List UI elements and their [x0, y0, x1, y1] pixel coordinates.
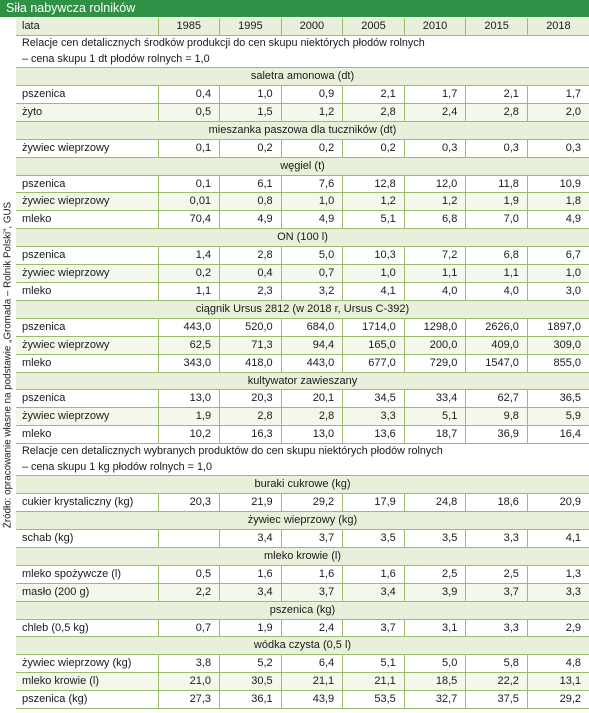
value-cell: 62,7: [466, 390, 528, 408]
value-cell: 5,1: [343, 655, 405, 673]
row-label: mleko: [16, 354, 158, 372]
value-cell: 6,1: [220, 175, 282, 193]
table-row: [16, 175, 589, 193]
value-cell: 70,4: [158, 211, 220, 229]
value-cell: 2,8: [281, 408, 343, 426]
section-note-line: – cena skupu 1 dt płodów rolnych = 1,0: [22, 52, 210, 65]
row-label: mleko: [16, 211, 158, 229]
value-cell: 1,5: [220, 103, 282, 121]
row-label: pszenica: [16, 175, 158, 193]
value-cell: 6,8: [466, 247, 528, 265]
table-title: Siła nabywcza rolników: [0, 0, 589, 17]
value-cell: 20,1: [281, 390, 343, 408]
value-cell: 10,2: [158, 426, 220, 444]
group-name: wódka czysta (0,5 l): [16, 637, 589, 655]
value-cell: 3,5: [343, 530, 405, 548]
value-cell: 1,8: [527, 193, 589, 211]
value-cell: 29,2: [527, 691, 589, 709]
value-cell: 24,8: [404, 494, 466, 512]
value-cell: 11,8: [466, 175, 528, 193]
section-note: [16, 444, 589, 476]
value-cell: 62,5: [158, 336, 220, 354]
value-cell: 0,9: [281, 86, 343, 104]
value-cell: 2,8: [343, 103, 405, 121]
value-cell: 2,4: [281, 619, 343, 637]
group-name: saletra amonowa (dt): [16, 68, 589, 86]
value-cell: 1,6: [343, 565, 405, 583]
table-row: [16, 103, 589, 121]
section-note-line: Relacje cen detalicznych środków produkcji do cen skupu niektórych płodów rolnych: [22, 36, 425, 49]
row-label: schab (kg): [16, 530, 158, 548]
row-label: pszenica (kg): [16, 691, 158, 709]
group-header-row: [16, 157, 589, 175]
value-cell: 4,0: [466, 282, 528, 300]
section-note-line: Relacje cen detalicznych wybranych produktów do cen skupu niektórych płodów rolnych: [22, 445, 443, 458]
value-cell: 17,9: [343, 494, 405, 512]
value-cell: 36,1: [220, 691, 282, 709]
value-cell: 1,4: [158, 247, 220, 265]
value-cell: 3,4: [220, 583, 282, 601]
table-row: [16, 139, 589, 157]
table-row: [16, 282, 589, 300]
value-cell: 0,4: [158, 86, 220, 104]
header-year: 2018: [527, 18, 589, 35]
value-cell: 3,1: [404, 619, 466, 637]
value-cell: 3,3: [527, 583, 589, 601]
group-header-row: [16, 637, 589, 655]
header-label: lata: [16, 18, 158, 35]
value-cell: 0,2: [158, 265, 220, 283]
value-cell: 9,8: [466, 408, 528, 426]
value-cell: 34,5: [343, 390, 405, 408]
table-row: [16, 336, 589, 354]
group-name: kultywator zawieszany: [16, 372, 589, 390]
table-row: [16, 265, 589, 283]
group-name: pszenica (kg): [16, 601, 589, 619]
value-cell: 3,5: [404, 530, 466, 548]
value-cell: 4,1: [527, 530, 589, 548]
row-label: pszenica: [16, 390, 158, 408]
value-cell: 418,0: [220, 354, 282, 372]
value-cell: 3,8: [158, 655, 220, 673]
value-cell: 0,3: [527, 139, 589, 157]
value-cell: 1,0: [281, 193, 343, 211]
value-cell: 18,6: [466, 494, 528, 512]
header-year: 1995: [220, 18, 282, 35]
value-cell: 71,3: [220, 336, 282, 354]
value-cell: 855,0: [527, 354, 589, 372]
value-cell: 5,1: [343, 211, 405, 229]
group-name: żywiec wieprzowy (kg): [16, 512, 589, 530]
value-cell: 200,0: [404, 336, 466, 354]
value-cell: [158, 530, 220, 548]
value-cell: 2,9: [527, 619, 589, 637]
value-cell: 0,3: [404, 139, 466, 157]
header-year: 1985: [158, 18, 220, 35]
value-cell: 0,1: [158, 139, 220, 157]
table-row: [16, 583, 589, 601]
value-cell: 0,7: [158, 619, 220, 637]
value-cell: 5,9: [527, 408, 589, 426]
value-cell: 30,5: [220, 673, 282, 691]
value-cell: 0,1: [158, 175, 220, 193]
group-header-row: [16, 476, 589, 494]
value-cell: 1,2: [281, 103, 343, 121]
value-cell: 1714,0: [343, 318, 405, 336]
value-cell: 1,1: [466, 265, 528, 283]
group-header-row: [16, 121, 589, 139]
value-cell: 1,9: [158, 408, 220, 426]
value-cell: 94,4: [281, 336, 343, 354]
group-name: ON (100 l): [16, 229, 589, 247]
value-cell: 0,8: [220, 193, 282, 211]
value-cell: 3,7: [281, 583, 343, 601]
table-row: [16, 318, 589, 336]
value-cell: 2,4: [404, 103, 466, 121]
value-cell: 1897,0: [527, 318, 589, 336]
value-cell: 21,1: [343, 673, 405, 691]
value-cell: 4,9: [527, 211, 589, 229]
header-row: [16, 18, 589, 35]
value-cell: 2,8: [220, 408, 282, 426]
value-cell: 2,8: [220, 247, 282, 265]
value-cell: 20,3: [158, 494, 220, 512]
table-row: [16, 565, 589, 583]
value-cell: 18,7: [404, 426, 466, 444]
table-row: [16, 673, 589, 691]
value-cell: 4,9: [220, 211, 282, 229]
group-name: węgiel (t): [16, 157, 589, 175]
value-cell: 18,5: [404, 673, 466, 691]
value-cell: 36,5: [527, 390, 589, 408]
table-row: [16, 408, 589, 426]
value-cell: 1,3: [527, 565, 589, 583]
value-cell: 7,0: [466, 211, 528, 229]
value-cell: 29,2: [281, 494, 343, 512]
row-label: żywiec wieprzowy: [16, 193, 158, 211]
value-cell: 10,3: [343, 247, 405, 265]
value-cell: 3,7: [343, 619, 405, 637]
header-year: 2015: [466, 18, 528, 35]
value-cell: 6,4: [281, 655, 343, 673]
table-row: [16, 426, 589, 444]
value-cell: 443,0: [281, 354, 343, 372]
row-label: pszenica: [16, 247, 158, 265]
section-note: [16, 35, 589, 67]
value-cell: 5,0: [281, 247, 343, 265]
value-cell: 53,5: [343, 691, 405, 709]
value-cell: 37,5: [466, 691, 528, 709]
value-cell: 27,3: [158, 691, 220, 709]
table-row: [16, 247, 589, 265]
value-cell: 22,2: [466, 673, 528, 691]
value-cell: 2,3: [220, 282, 282, 300]
value-cell: 3,3: [466, 530, 528, 548]
value-cell: 1,0: [527, 265, 589, 283]
source-note-container: [0, 17, 16, 713]
value-cell: 3,9: [404, 583, 466, 601]
value-cell: 20,3: [220, 390, 282, 408]
table-row: [16, 390, 589, 408]
table-row: [16, 494, 589, 512]
header-year: 2005: [343, 18, 405, 35]
row-label: masło (200 g): [16, 583, 158, 601]
value-cell: 1,2: [404, 193, 466, 211]
group-header-row: [16, 68, 589, 86]
header-year: 2000: [281, 18, 343, 35]
group-header-row: [16, 300, 589, 318]
table-row: [16, 211, 589, 229]
value-cell: 1298,0: [404, 318, 466, 336]
value-cell: 1,9: [220, 619, 282, 637]
value-cell: 443,0: [158, 318, 220, 336]
value-cell: 5,2: [220, 655, 282, 673]
source-note: Źródło: opracowanie własne na podstawie „Gromada – Rolnik Polski”, GUS: [2, 201, 14, 529]
purchasing-power-table: [16, 18, 589, 709]
value-cell: 5,8: [466, 655, 528, 673]
table-row: [16, 86, 589, 104]
row-label: mleko spożywcze (l): [16, 565, 158, 583]
value-cell: 10,9: [527, 175, 589, 193]
value-cell: 0,01: [158, 193, 220, 211]
row-label: żywiec wieprzowy: [16, 139, 158, 157]
row-label: żywiec wieprzowy: [16, 265, 158, 283]
value-cell: 3,0: [527, 282, 589, 300]
value-cell: 1,0: [220, 86, 282, 104]
value-cell: 13,0: [158, 390, 220, 408]
value-cell: 1,1: [404, 265, 466, 283]
table-row: [16, 354, 589, 372]
value-cell: 2,2: [158, 583, 220, 601]
value-cell: 729,0: [404, 354, 466, 372]
table-row: [16, 655, 589, 673]
row-label: żywiec wieprzowy: [16, 336, 158, 354]
value-cell: 3,7: [466, 583, 528, 601]
value-cell: 2,1: [466, 86, 528, 104]
table-body: [16, 35, 589, 708]
group-name: mieszanka paszowa dla tuczników (dt): [16, 121, 589, 139]
value-cell: 0,2: [281, 139, 343, 157]
row-label: pszenica: [16, 86, 158, 104]
value-cell: 4,0: [404, 282, 466, 300]
value-cell: 409,0: [466, 336, 528, 354]
value-cell: 4,8: [527, 655, 589, 673]
value-cell: 309,0: [527, 336, 589, 354]
value-cell: 0,7: [281, 265, 343, 283]
value-cell: 20,9: [527, 494, 589, 512]
value-cell: 2,5: [404, 565, 466, 583]
row-label: żyto: [16, 103, 158, 121]
value-cell: 32,7: [404, 691, 466, 709]
value-cell: 677,0: [343, 354, 405, 372]
value-cell: 1,1: [158, 282, 220, 300]
value-cell: 2,0: [527, 103, 589, 121]
value-cell: 7,6: [281, 175, 343, 193]
value-cell: 2,1: [343, 86, 405, 104]
value-cell: 13,0: [281, 426, 343, 444]
value-cell: 21,0: [158, 673, 220, 691]
row-label: żywiec wieprzowy: [16, 408, 158, 426]
value-cell: 3,4: [220, 530, 282, 548]
value-cell: 16,3: [220, 426, 282, 444]
group-header-row: [16, 601, 589, 619]
table-row: [16, 530, 589, 548]
value-cell: 5,1: [404, 408, 466, 426]
value-cell: 3,2: [281, 282, 343, 300]
row-label: mleko: [16, 282, 158, 300]
value-cell: 6,8: [404, 211, 466, 229]
value-cell: 2,5: [466, 565, 528, 583]
value-cell: 0,5: [158, 103, 220, 121]
value-cell: 3,3: [466, 619, 528, 637]
group-header-row: [16, 547, 589, 565]
value-cell: 12,8: [343, 175, 405, 193]
value-cell: 3,3: [343, 408, 405, 426]
value-cell: 21,1: [281, 673, 343, 691]
row-label: chleb (0,5 kg): [16, 619, 158, 637]
value-cell: 3,7: [281, 530, 343, 548]
group-name: ciągnik Ursus 2812 (w 2018 r, Ursus C-392): [16, 300, 589, 318]
group-name: buraki cukrowe (kg): [16, 476, 589, 494]
section-note-line: – cena skupu 1 kg płodów rolnych = 1,0: [22, 460, 212, 473]
row-label: mleko krowie (l): [16, 673, 158, 691]
value-cell: 13,1: [527, 673, 589, 691]
value-cell: 2626,0: [466, 318, 528, 336]
value-cell: 5,0: [404, 655, 466, 673]
value-cell: 7,2: [404, 247, 466, 265]
header-year: 2010: [404, 18, 466, 35]
value-cell: 0,3: [466, 139, 528, 157]
value-cell: 36,9: [466, 426, 528, 444]
group-name: mleko krowie (l): [16, 547, 589, 565]
value-cell: 165,0: [343, 336, 405, 354]
value-cell: 1547,0: [466, 354, 528, 372]
value-cell: 1,9: [466, 193, 528, 211]
value-cell: 21,9: [220, 494, 282, 512]
row-label: pszenica: [16, 318, 158, 336]
value-cell: 1,0: [343, 265, 405, 283]
value-cell: 4,1: [343, 282, 405, 300]
value-cell: 1,7: [527, 86, 589, 104]
value-cell: 12,0: [404, 175, 466, 193]
value-cell: 520,0: [220, 318, 282, 336]
value-cell: 0,2: [343, 139, 405, 157]
table-row: [16, 193, 589, 211]
value-cell: 4,9: [281, 211, 343, 229]
value-cell: 43,9: [281, 691, 343, 709]
value-cell: 1,6: [220, 565, 282, 583]
section-note-row: [16, 444, 589, 476]
row-label: żywiec wieprzowy (kg): [16, 655, 158, 673]
value-cell: 684,0: [281, 318, 343, 336]
value-cell: 0,2: [220, 139, 282, 157]
group-header-row: [16, 512, 589, 530]
value-cell: 0,5: [158, 565, 220, 583]
value-cell: 3,4: [343, 583, 405, 601]
value-cell: 6,7: [527, 247, 589, 265]
row-label: mleko: [16, 426, 158, 444]
value-cell: 0,4: [220, 265, 282, 283]
value-cell: 2,8: [466, 103, 528, 121]
table-row: [16, 619, 589, 637]
group-header-row: [16, 229, 589, 247]
value-cell: 1,6: [281, 565, 343, 583]
value-cell: 343,0: [158, 354, 220, 372]
group-header-row: [16, 372, 589, 390]
section-note-row: [16, 35, 589, 67]
row-label: cukier krystaliczny (kg): [16, 494, 158, 512]
value-cell: 16,4: [527, 426, 589, 444]
value-cell: 1,7: [404, 86, 466, 104]
table-row: [16, 691, 589, 709]
value-cell: 13,6: [343, 426, 405, 444]
value-cell: 33,4: [404, 390, 466, 408]
value-cell: 1,2: [343, 193, 405, 211]
